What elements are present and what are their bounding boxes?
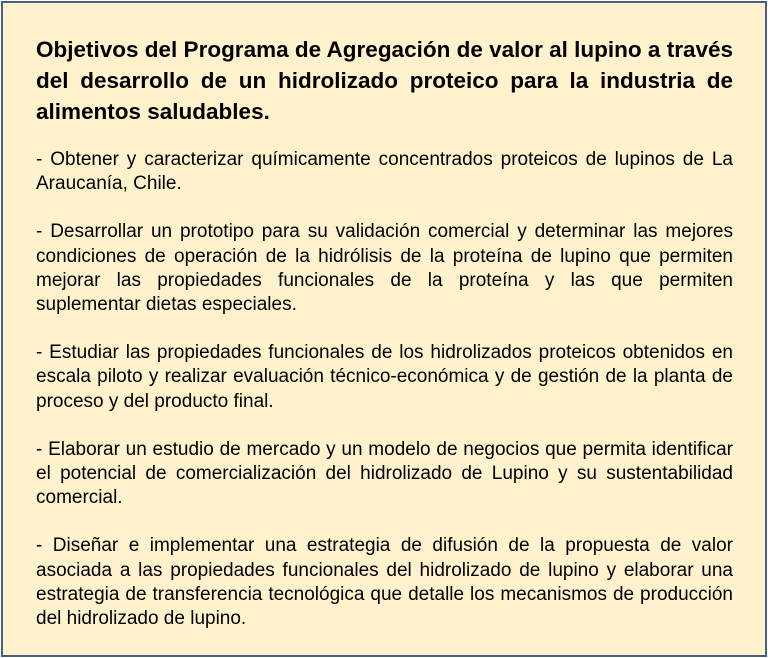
panel-content xyxy=(36,34,733,631)
objective-item: - Desarrollar un prototipo para su validación comercial y determinar las mejores condiciones de operación de la hidrólisis de la proteína de lupino que permiten mejorar las propiedades funcionales de la proteína y las que permiten suplementar dietas especiales. xyxy=(36,221,733,316)
objective-item: - Elaborar un estudio de mercado y un modelo de negocios que permita identificar el potencial de comercialización del hidrolizado de Lupino y su sustentabilidad comercial. xyxy=(36,438,733,509)
objective-item: - Obtener y caracterizar químicamente concentrados proteicos de lupinos de La Araucanía, Chile. xyxy=(36,149,733,195)
objective-item: - Estudiar las propiedades funcionales de los hidrolizados proteicos obtenidos en escala piloto y realizar evaluación técnico-económica y de gestión de la planta de proceso y del producto final. xyxy=(36,342,733,412)
objectives-panel xyxy=(1,1,767,657)
document-title: Objetivos del Programa de Agregación de valor al lupino a través del desarrollo de un hidrolizado proteico para la industria de alimentos saludables. xyxy=(36,37,733,124)
objective-item: - Diseñar e implementar una estrategia de difusión de la propuesta de valor asociada a las propiedades funcionales del hidrolizado de lupino y elaborar una estrategia de transferencia tecnológica que detalle los mecanismos de producción del hidrolizado de lupino. xyxy=(36,535,733,630)
objectives-list xyxy=(36,148,733,631)
